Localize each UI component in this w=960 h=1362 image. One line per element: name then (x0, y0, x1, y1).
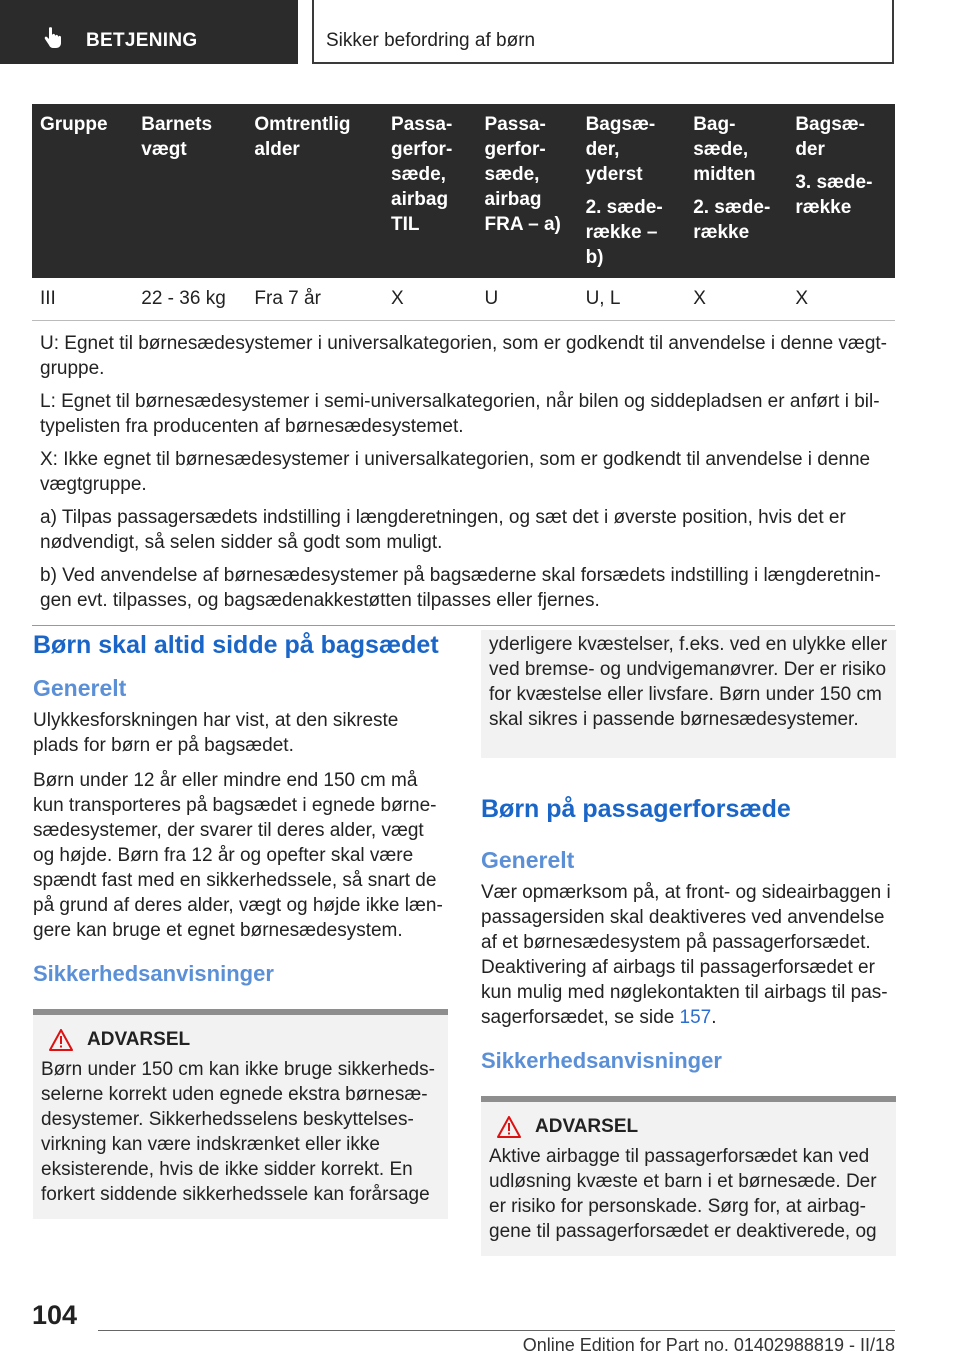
warning-continued: yderligere kvæstelser, f.eks. ved en ulykke eller ved bremse- og undvigemanøvrer. Der er risiko for kvæstelse eller livsfare. Børn under 150 cm skal sikres i passende børnesædesystemer. (481, 630, 896, 758)
subheading: Generelt (481, 847, 575, 873)
column-header-text: Gruppe (40, 114, 108, 135)
child-seat-table (32, 104, 895, 626)
section-tab (0, 0, 298, 64)
table-cell: X (685, 278, 787, 321)
chapter-title: Sikker befordring af børn (326, 30, 536, 51)
footer-divider (98, 1330, 895, 1331)
table-cell: 22 - 36 kg (133, 278, 246, 321)
warning-box (33, 1009, 448, 1219)
table-header-row (32, 104, 895, 278)
column-header-text: Bagsæ- der (795, 114, 866, 160)
column-header (32, 104, 133, 278)
table-cell: Fra 7 år (246, 278, 383, 321)
table-notes (32, 321, 895, 626)
paragraph (481, 880, 896, 1030)
paragraph-text: Vær opmærksom på, at front- og sideairbaggen i passagersiden skal deaktiveres ved anvendelse af et børnesædesystem på passagerforsædet. Deaktivering af airbags til passagerforsædet er kun mulig med nøglekontakten til airbags til passagerforsædet, se side (481, 882, 891, 1028)
warning-triangle-icon (49, 1029, 73, 1051)
paragraph: Børn under 12 år eller mindre end 150 cm må kun transporteres på bagsædet i egnede børnesædesystemer, der svarer til deres alder, vægt og højde. Børn fra 12 år og opefter skal være spændt fast med en sikkerhedssele, så snart de på grund af deres alder, vægt og højde ikke længere kan bruge et egnet børnesædesystem. (33, 770, 443, 941)
column-header-text: Passa- gerfor- sæde, airbag FRA – a) (484, 114, 561, 235)
column-header-text: Bag- sæde, midten (693, 114, 756, 185)
warning-title: ADVARSEL (535, 1116, 639, 1137)
table-cell: X (383, 278, 476, 321)
column-header (685, 104, 787, 278)
page-number: 104 (32, 1300, 78, 1330)
column-header-subtext: 2. sæde- række (693, 197, 771, 243)
column-header (578, 104, 686, 278)
table-note: U: Egnet til børnesædesystemer i universalkategorien, som er godkendt til anvendelse i denne vægtgruppe. (40, 333, 887, 379)
table-cell: III (32, 278, 133, 321)
hand-pointer-icon (40, 26, 64, 50)
section-heading: Børn skal altid sidde på bagsædet (33, 631, 439, 659)
warning-box (481, 1096, 896, 1256)
chapter-title-box (312, 0, 894, 64)
column-header-text: Bagsæ- der, yderst (585, 114, 656, 185)
safety-heading: Sikkerhedsanvisninger (33, 961, 274, 986)
page-reference-link[interactable]: 157 (679, 1007, 712, 1028)
column-header-text: Passa- gerfor- sæde, airbag TIL (391, 114, 453, 235)
table-cell: U (477, 278, 578, 321)
column-header (477, 104, 578, 278)
left-column (33, 630, 448, 1219)
table-note: X: Ikke egnet til børnesædesystemer i universalkategorien, som er godkendt til anvendelse i denne vægtgruppe. (40, 449, 871, 495)
section-label: BETJENING (86, 30, 198, 51)
table-notes-row (32, 321, 895, 626)
table-note: a) Tilpas passagersædets indstilling i længderetningen, og sæt det i øverste position, hvis det er nødvendigt, så selen sidder så godt som muligt. (40, 507, 846, 553)
column-header-subtext: 2. sæde- række – b) (585, 197, 663, 268)
page-header (0, 0, 960, 66)
subheading: Generelt (33, 675, 127, 701)
safety-heading: Sikkerhedsanvisninger (481, 1048, 722, 1073)
column-header-subtext: 3. sæde- række (795, 172, 873, 218)
table-note: b) Ved anvendelse af børnesædesystemer på bagsæderne skal forsædets indstilling i længderetningen evt. tilpasses, og bagsædenakkestøtten tilpasses eller fjernes. (40, 565, 881, 611)
warning-text: Børn under 150 cm kan ikke bruge sikkerhedsselerne korrekt uden egnede ekstra børnesædesystemer. Sikkerhedsselens beskyttelsesvirkning kan være indskrænket eller ikke eksisterende, hvis de ikke sidder korrekt. En forkert siddende sikkerhedssele kan forårsage (41, 1059, 435, 1205)
table-note: L: Egnet til børnesædesystemer i semi-universalkategorien, når bilen og siddepladsen er anført i biltypelisten fra producenten af børnesædesystemet. (40, 391, 880, 437)
column-header (383, 104, 476, 278)
edition-note: Online Edition for Part no. 01402988819 - II/18 (522, 1335, 895, 1355)
warning-title: ADVARSEL (87, 1029, 191, 1050)
column-header (133, 104, 246, 278)
right-column (481, 630, 896, 1256)
warning-header (489, 1116, 888, 1138)
warning-text: Aktive airbagge til passagerforsædet kan ved udløsning kvæste et barn i et børnesæde. Der er risiko for personskade. Sørg for, at airbaggene til passagerforsædet er deaktiverede, og (489, 1146, 877, 1242)
table-cell: U, L (578, 278, 686, 321)
table-cell: X (787, 278, 895, 321)
paragraph-end: . (711, 1007, 717, 1028)
column-header-text: Barnets vægt (141, 114, 213, 160)
paragraph: Ulykkesforskningen har vist, at den sikreste plads for børn er på bagsædet. (33, 710, 399, 756)
warning-header (41, 1029, 440, 1051)
section-heading: Børn på passagerforsæde (481, 795, 791, 823)
warning-triangle-icon (497, 1116, 521, 1138)
column-header (787, 104, 895, 278)
column-header (246, 104, 383, 278)
column-header-text: Omtrentlig alder (254, 114, 351, 160)
table-row (32, 278, 895, 321)
